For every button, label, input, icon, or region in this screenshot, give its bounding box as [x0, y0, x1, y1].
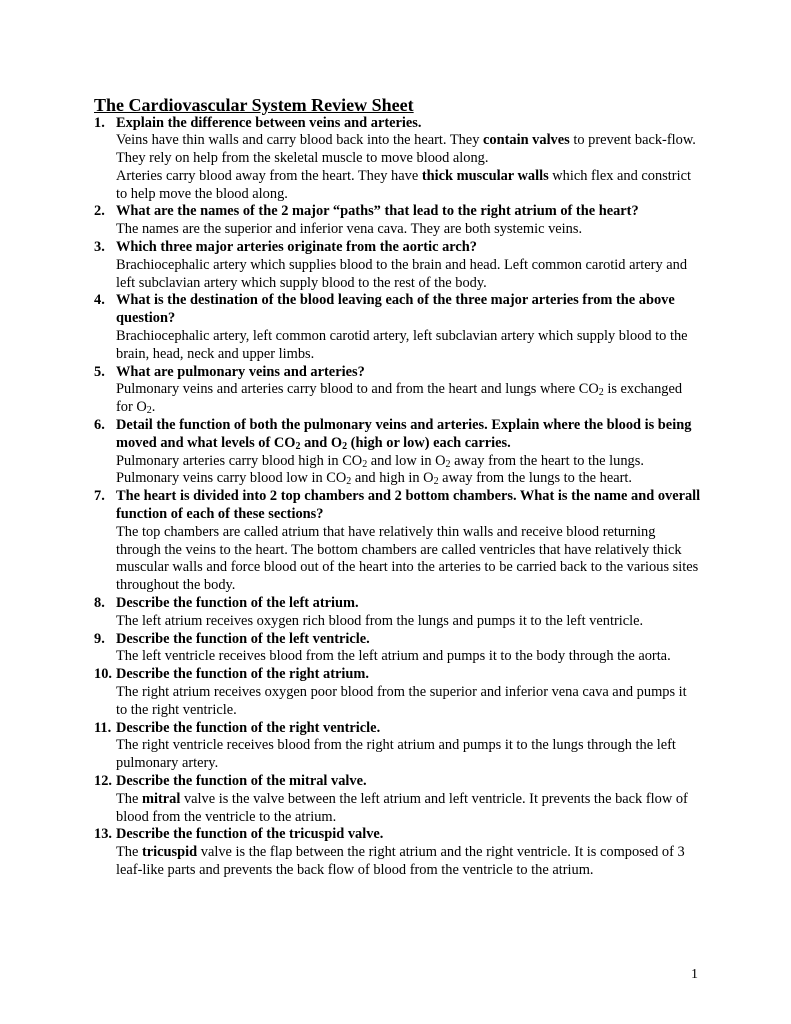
question-number: 6. — [94, 417, 105, 434]
question-item-3 — [94, 239, 701, 292]
page-title: The Cardiovascular System Review Sheet — [94, 95, 414, 115]
question-number: 1. — [94, 114, 105, 131]
question-item-11 — [94, 720, 701, 773]
answer-text: The right atrium receives oxygen poor blood from the superior and inferior vena cava and pumps it to the right ventricle. — [116, 684, 687, 718]
question-item-8 — [94, 595, 701, 631]
question-number: 3. — [94, 239, 105, 256]
answer-text: The left ventricle receives blood from the left atrium and pumps it to the body through the aorta. — [116, 648, 671, 665]
question-item-1 — [94, 115, 701, 204]
answer-text: The mitral valve is the valve between the left atrium and left ventricle. It prevents the back flow of blood from the ventricle to the atrium. — [116, 790, 688, 825]
question-number: 10. — [94, 666, 112, 683]
answer-text: Pulmonary veins carry blood low in $CO_2$ and high in $O_2$ away from the lungs to the heart. — [116, 470, 632, 488]
answer-text: Brachiocephalic artery, left common carotid artery, left subclavian artery which supply blood to the brain, head, neck and upper limbs. — [116, 328, 688, 362]
question-number: 5. — [94, 363, 105, 380]
question-text: Describe the function of the right atrium. — [116, 666, 369, 683]
question-text: The heart is divided into 2 top chambers and 2 bottom chambers. What is the name and overall function of each of these sections? — [116, 488, 701, 523]
question-number: 8. — [94, 595, 105, 612]
question-item-13 — [94, 826, 701, 879]
question-number: 12. — [94, 772, 112, 789]
question-text: Describe the function of the tricuspid valve. — [116, 826, 384, 843]
emphasis-text: mitral — [141, 790, 181, 807]
question-item-4 — [94, 292, 701, 363]
question-item-7 — [94, 488, 701, 595]
question-item-9 — [94, 631, 701, 667]
answer-text: Brachiocephalic artery which supplies blood to the brain and head. Left common carotid artery and left subclavian artery which supply blood to the rest of the body. — [116, 256, 688, 291]
question-text: Describe the function of the mitral valve. — [116, 772, 367, 789]
question-number: 13. — [94, 826, 112, 843]
question-item-6 — [94, 417, 701, 488]
answer-text: Arteries carry blood away from the heart. They have thick muscular walls which flex and constrict to help move the blood along. — [116, 167, 691, 202]
answer-text: Veins have thin walls and carry blood back into the heart. They contain valves to prevent back-flow. They rely on help from the skeletal muscle to move blood along. — [116, 132, 696, 167]
question-item-5 — [94, 364, 701, 417]
question-text: What are the names of the 2 major “paths” that lead to the right atrium of the heart? — [116, 203, 639, 220]
answer-text: Pulmonary veins and arteries carry blood to and from the heart and lungs where $CO_2$ is exchanged for $O_2$. — [116, 381, 683, 417]
question-text: What are pulmonary veins and arteries? — [116, 363, 365, 380]
question-number: 2. — [94, 203, 105, 220]
question-text: Describe the function of the left ventricle. — [116, 630, 370, 647]
answer-text: The right ventricle receives blood from the right atrium and pumps it to the lungs through the left pulmonary artery. — [116, 737, 676, 772]
question-text: What is the destination of the blood leaving each of the three major arteries from the above question? — [116, 292, 675, 327]
emphasis-text: thick muscular walls — [421, 167, 549, 184]
answer-text: The top chambers are called atrium that have relatively thin walls and receive blood returning through the veins to the heart. The bottom chambers are called ventricles that have relatively thick muscular walls and force blood out of the heart into the arteries to be carried back to the various sites throughout the body. — [116, 523, 699, 594]
question-number: 11. — [94, 719, 112, 736]
page-number: 1 — [691, 967, 698, 982]
question-text: Detail the function of both the pulmonary veins and arteries. Explain where the blood is being moved and what levels of $CO_2$ and $O_2$ (high or low) each carries. — [116, 417, 692, 452]
question-text: Describe the function of the left atrium. — [116, 595, 359, 612]
answer-text: The left atrium receives oxygen rich blood from the lungs and pumps it to the left ventricle. — [116, 612, 644, 629]
emphasis-text: contain valves — [483, 132, 570, 149]
question-number: 4. — [94, 292, 105, 309]
question-text: Explain the difference between veins and arteries. — [116, 114, 422, 131]
question-list — [94, 115, 701, 880]
answer-text: The names are the superior and inferior vena cava. They are both systemic veins. — [116, 221, 583, 238]
question-text: Describe the function of the right ventricle. — [116, 719, 381, 736]
question-item-10 — [94, 666, 701, 719]
emphasis-text: tricuspid — [141, 844, 198, 861]
answer-text: The tricuspid valve is the flap between the right atrium and the right ventricle. It is composed of 3 leaf-like parts and prevents the back flow of blood from the ventricle to the atrium. — [116, 844, 685, 878]
question-item-12 — [94, 773, 701, 826]
question-item-2 — [94, 203, 701, 239]
question-number: 7. — [94, 488, 105, 505]
question-number: 9. — [94, 630, 105, 647]
question-text: Which three major arteries originate from the aortic arch? — [116, 239, 477, 256]
answer-text: Pulmonary arteries carry blood high in $CO_2$ and low in $O_2$ away from the heart to the lungs. — [116, 452, 644, 470]
